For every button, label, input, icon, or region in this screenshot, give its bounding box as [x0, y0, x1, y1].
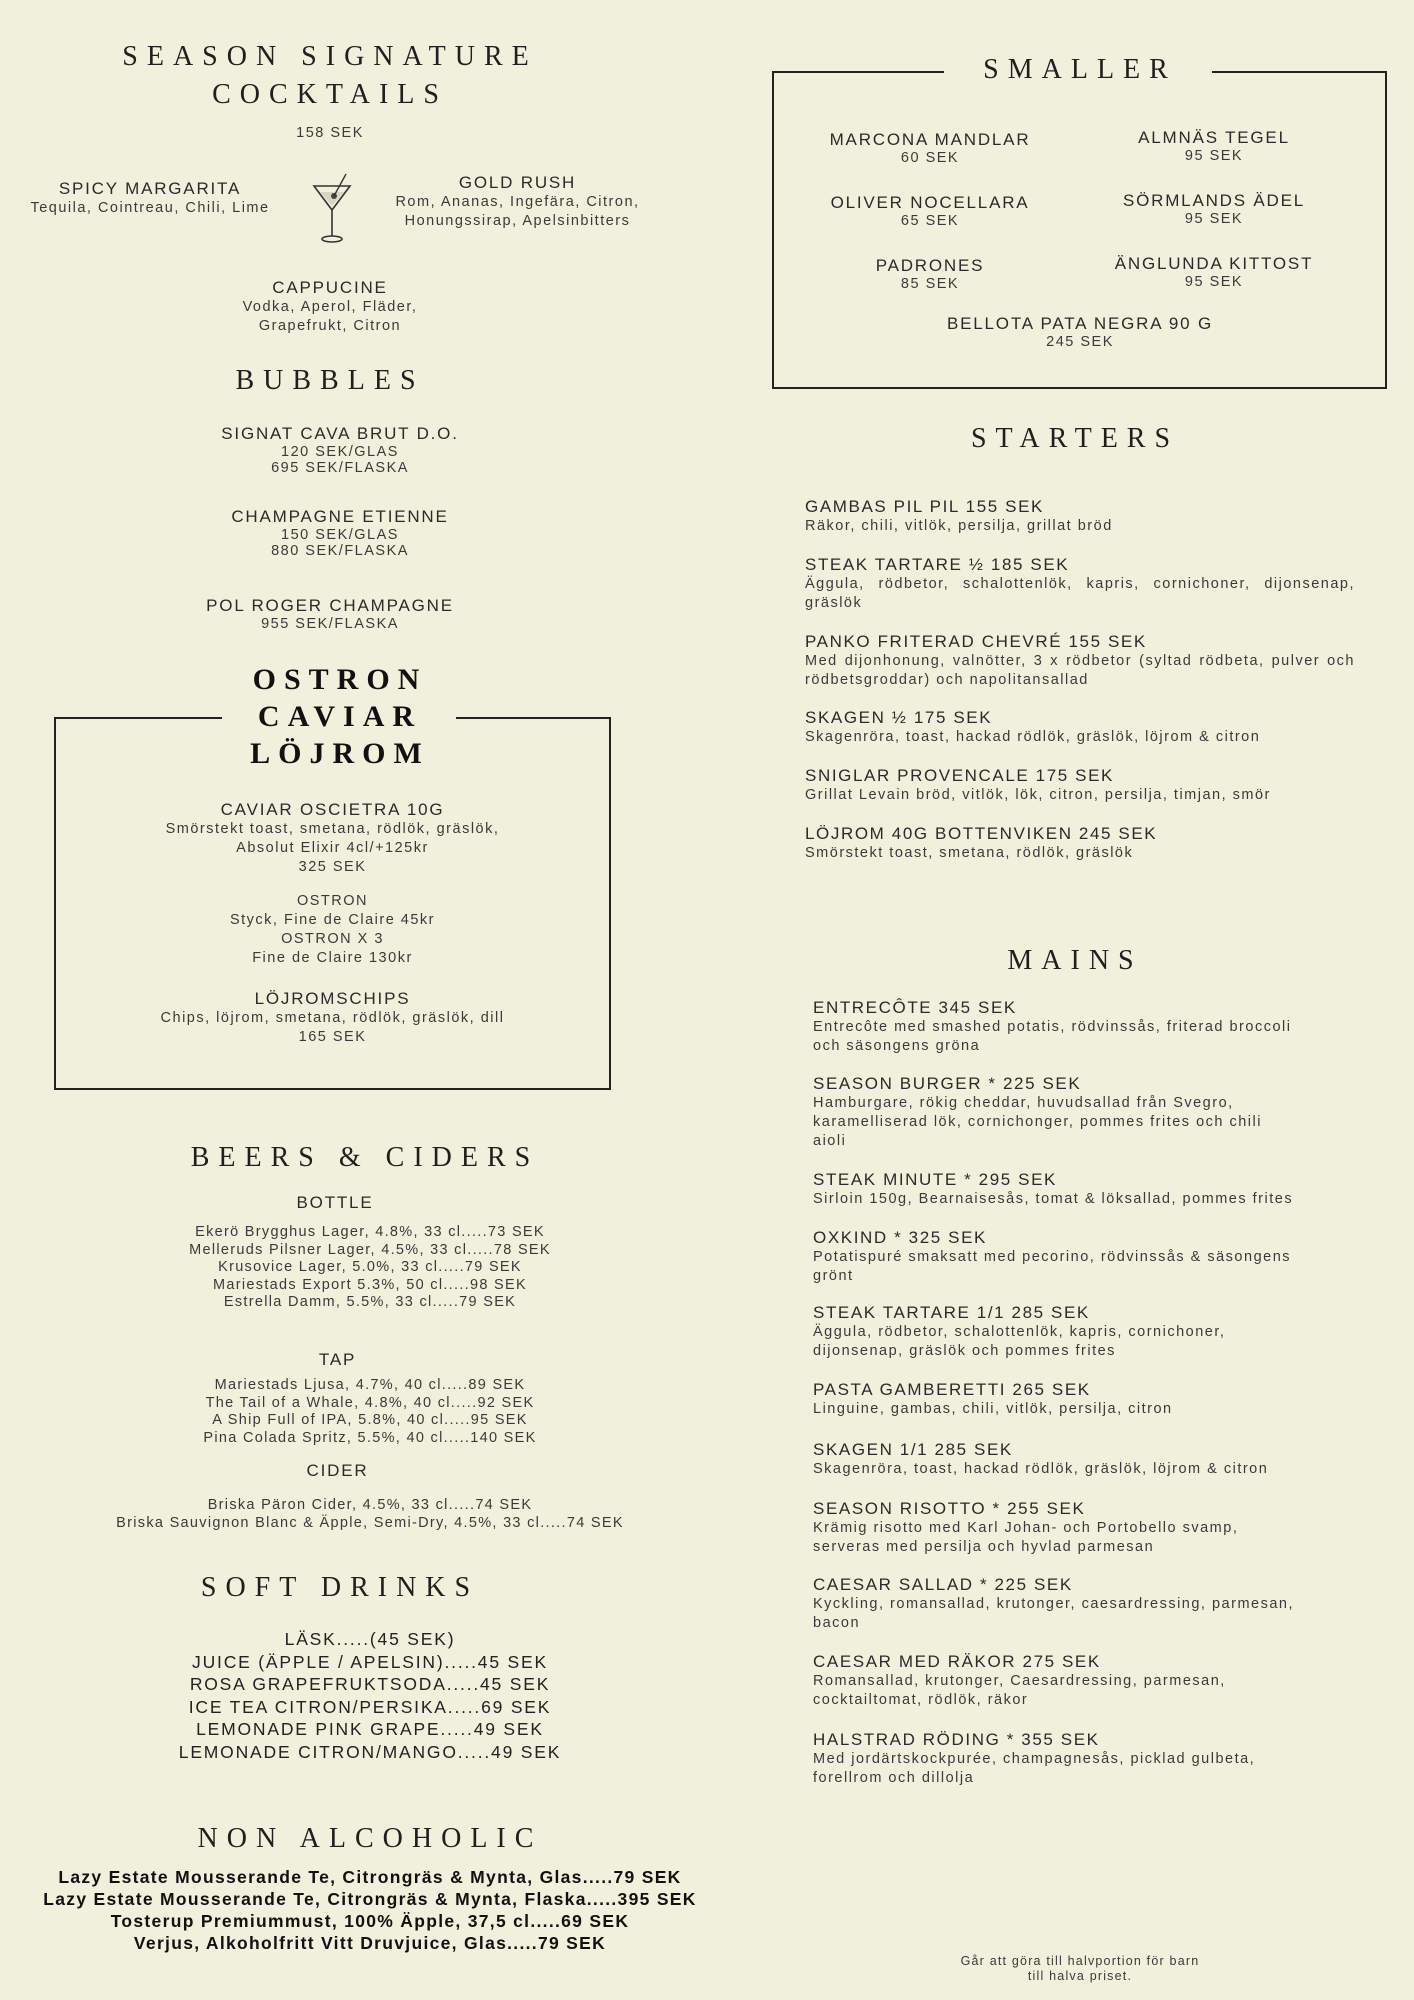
tap-list: [60, 1377, 680, 1447]
smaller-item: [790, 256, 1070, 292]
ostron-line: OSTRON X 3: [281, 931, 384, 947]
main-name: CAESAR MED RÄKOR 275 SEK: [813, 1652, 1101, 1671]
bubbles-price: 120 SEK/GLAS: [281, 444, 399, 460]
main-item: [813, 1170, 1361, 1209]
bottle-list: [60, 1224, 680, 1312]
oysters-title-line2: CAVIAR: [257, 700, 423, 733]
main-desc: Entrecôte med smashed potatis, rödvinssås, friterad broccoli: [813, 1019, 1292, 1035]
list-item: Pina Colada Spritz, 5.5%, 40 cl.....140 SEK: [203, 1429, 537, 1446]
list-item: ROSA GRAPEFRUKTSODA.....45 SEK: [189, 1674, 551, 1694]
bubbles-name: SIGNAT CAVA BRUT D.O.: [221, 424, 459, 443]
list-item: LÄSK.....(45 SEK): [284, 1629, 456, 1649]
main-item: [813, 998, 1361, 1056]
main-name: ENTRECÔTE 345 SEK: [813, 998, 1017, 1017]
cider-heading: CIDER: [306, 1461, 369, 1480]
main-item: [813, 1380, 1361, 1419]
main-item: [813, 1303, 1361, 1361]
oysters-title-line3: LÖJROM: [250, 737, 430, 770]
smaller-price: 60 SEK: [900, 150, 960, 166]
smaller-title: SMALLER: [983, 54, 1177, 85]
starter-item: [805, 708, 1355, 747]
starter-desc: Med dijonhonung, valnötter, 3 x rödbetor (syltad rödbeta, pulver och rödbetsgroddar) och napolitansallad: [805, 653, 1355, 688]
cocktails-price: 158 SEK: [296, 125, 364, 141]
main-desc: Potatispuré smaksatt med pecorino, rödvinssås & säsongens: [813, 1249, 1292, 1265]
cocktail-desc: Honungssirap, Apelsinbitters: [404, 213, 631, 229]
list-item: Briska Sauvignon Blanc & Äpple, Semi-Dry, 4.5%, 33 cl.....74 SEK: [116, 1514, 624, 1531]
main-desc: Äggula, rödbetor, schalottenlök, kapris, cornichoner,: [813, 1324, 1226, 1340]
cocktails-title: [60, 38, 600, 114]
cocktail-name: SPICY MARGARITA: [58, 179, 242, 198]
starter-item: [805, 497, 1355, 536]
main-desc: karamelliserad lök, cornichonger, pommes frites och chili: [813, 1114, 1262, 1130]
chips-desc: Chips, löjrom, smetana, rödlök, gräslök, dill: [160, 1010, 505, 1026]
caviar-desc: Absolut Elixir 4cl/+125kr: [236, 840, 429, 856]
cocktail-desc: Tequila, Cointreau, Chili, Lime: [30, 200, 270, 216]
starter-desc: Smörstekt toast, smetana, rödlök, gräslök: [805, 845, 1134, 861]
mains-title: MAINS: [1007, 945, 1143, 976]
smaller-item: [790, 193, 1070, 229]
main-desc: bacon: [813, 1615, 861, 1631]
bubbles-price: 150 SEK/GLAS: [281, 527, 399, 543]
list-item: Verjus, Alkoholfritt Vitt Druvjuice, Glas.....79 SEK: [133, 1933, 607, 1953]
main-desc: och säsongens gröna: [813, 1038, 981, 1054]
smaller-item: [880, 314, 1280, 350]
main-name: SEASON BURGER * 225 SEK: [813, 1074, 1082, 1093]
smaller-price: 65 SEK: [900, 213, 960, 229]
main-desc: serveras med persilja och hyvlad parmesan: [813, 1539, 1155, 1555]
cocktail-item: [0, 179, 300, 218]
main-name: PASTA GAMBERETTI 265 SEK: [813, 1380, 1091, 1399]
chips-price: 165 SEK: [298, 1029, 367, 1045]
main-item: [813, 1499, 1361, 1557]
main-desc: aioli: [813, 1133, 847, 1149]
smaller-name: SÖRMLANDS ÄDEL: [1122, 191, 1306, 210]
list-item: Ekerö Brygghus Lager, 4.8%, 33 cl.....73 SEK: [195, 1224, 545, 1240]
main-desc: cocktailtomat, rödlök, räkor: [813, 1692, 1029, 1708]
smaller-price: 85 SEK: [900, 276, 960, 292]
smaller-name: ÄNGLUNDA KITTOST: [1114, 254, 1314, 273]
smaller-name: ALMNÄS TEGEL: [1138, 128, 1290, 147]
starter-item: [805, 632, 1355, 690]
list-item: Melleruds Pilsner Lager, 4.5%, 33 cl.....78 SEK: [189, 1241, 551, 1258]
bubbles-price: 955 SEK/FLASKA: [261, 616, 399, 632]
caviar-price: 325 SEK: [298, 859, 367, 875]
chips-item: [60, 989, 605, 1047]
cocktail-desc: Vodka, Aperol, Fläder,: [242, 299, 418, 315]
starters-title: STARTERS: [970, 423, 1180, 454]
list-item: Estrella Damm, 5.5%, 33 cl.....79 SEK: [223, 1294, 517, 1310]
list-item: LEMONADE PINK GRAPE.....49 SEK: [196, 1719, 544, 1739]
cocktail-name: GOLD RUSH: [458, 173, 577, 192]
smaller-item: [1074, 254, 1354, 290]
main-desc: Hamburgare, rökig cheddar, huvudsallad från Svegro,: [813, 1095, 1234, 1111]
starter-desc: Räkor, chili, vitlök, persilja, grillat bröd: [805, 518, 1113, 534]
starter-item: [805, 824, 1355, 863]
main-name: STEAK MINUTE * 295 SEK: [813, 1170, 1057, 1189]
list-item: The Tail of a Whale, 4.8%, 40 cl.....92 SEK: [205, 1394, 535, 1411]
main-desc: forellrom och dillolja: [813, 1770, 975, 1786]
main-item: [813, 1575, 1361, 1633]
list-item: Lazy Estate Mousserande Te, Citrongräs & Mynta, Glas.....79 SEK: [58, 1867, 682, 1887]
smaller-name: BELLOTA PATA NEGRA 90 G: [947, 314, 1213, 333]
main-name: HALSTRAD RÖDING * 355 SEK: [813, 1730, 1100, 1749]
bottle-heading: BOTTLE: [296, 1193, 374, 1212]
bubbles-name: CHAMPAGNE ETIENNE: [231, 507, 449, 526]
starter-name: GAMBAS PIL PIL 155 SEK: [805, 497, 1044, 516]
main-desc: Skagenröra, toast, hackad rödlök, gräslök, löjrom & citron: [813, 1461, 1269, 1477]
footer-note: [900, 1954, 1260, 1984]
cocktail-desc: Rom, Ananas, Ingefära, Citron,: [395, 194, 640, 210]
main-desc: Kyckling, romansallad, krutonger, caesardressing, parmesan,: [813, 1596, 1294, 1612]
main-desc: Krämig risotto med Karl Johan- och Portobello svamp,: [813, 1520, 1239, 1536]
starter-item: [805, 555, 1355, 613]
list-item: A Ship Full of IPA, 5.8%, 40 cl.....95 SEK: [212, 1412, 528, 1428]
smaller-item: [1074, 191, 1354, 227]
smaller-name: OLIVER NOCELLARA: [830, 193, 1030, 212]
starter-name: STEAK TARTARE ½ 185 SEK: [805, 555, 1070, 574]
list-item: Mariestads Export 5.3%, 50 cl.....98 SEK: [213, 1276, 527, 1293]
cider-list: [30, 1497, 710, 1532]
list-item: Tosterup Premiummust, 100% Äpple, 37,5 cl.....69 SEK: [110, 1911, 630, 1931]
main-name: OXKIND * 325 SEK: [813, 1228, 987, 1247]
smaller-price: 95 SEK: [1184, 274, 1244, 290]
list-item: Lazy Estate Mousserande Te, Citrongräs & Mynta, Flaska.....395 SEK: [43, 1889, 697, 1909]
main-desc: Linguine, gambas, chili, vitlök, persilja, citron: [813, 1401, 1173, 1417]
starter-desc: Äggula, rödbetor, schalottenlök, kapris, cornichoner, dijonsenap, gräslök: [805, 576, 1355, 611]
cocktails-title-line2: COCKTAILS: [212, 79, 448, 110]
list-item: Krusovice Lager, 5.0%, 33 cl.....79 SEK: [218, 1259, 522, 1275]
smaller-item: [1074, 128, 1354, 164]
main-name: SKAGEN 1/1 285 SEK: [813, 1440, 1013, 1459]
main-item: [813, 1730, 1361, 1788]
bubbles-item: [60, 424, 620, 476]
cocktail-item: [370, 173, 665, 231]
bubbles-title: BUBBLES: [235, 365, 425, 396]
footer-line: till halva priset.: [1027, 1969, 1133, 1983]
main-name: STEAK TARTARE 1/1 285 SEK: [813, 1303, 1090, 1322]
main-item: [813, 1440, 1361, 1479]
ostron-item: [60, 892, 605, 968]
starter-name: SKAGEN ½ 175 SEK: [805, 708, 993, 727]
caviar-desc: Smörstekt toast, smetana, rödlök, gräslök,: [165, 821, 500, 837]
caviar-item: [60, 800, 605, 877]
bubbles-price: 695 SEK/FLASKA: [271, 460, 409, 476]
cocktail-item: [170, 278, 490, 336]
starter-desc: Skagenröra, toast, hackad rödlök, gräslök, löjrom & citron: [805, 729, 1261, 745]
main-desc: Med jordärtskockpurée, champagnesås, picklad gulbeta,: [813, 1751, 1256, 1767]
main-desc: Romansallad, krutonger, Caesardressing, parmesan,: [813, 1673, 1226, 1689]
soft-title: SOFT DRINKS: [200, 1572, 480, 1603]
martini-glass-icon: [310, 172, 356, 246]
ostron-line: Fine de Claire 130kr: [252, 950, 413, 966]
main-name: SEASON RISOTTO * 255 SEK: [813, 1499, 1086, 1518]
list-item: LEMONADE CITRON/MANGO.....49 SEK: [178, 1741, 562, 1762]
bubbles-name: POL ROGER CHAMPAGNE: [206, 596, 454, 615]
starter-name: LÖJROM 40G BOTTENVIKEN 245 SEK: [805, 824, 1158, 843]
bubbles-price: 880 SEK/FLASKA: [271, 543, 409, 559]
caviar-name: CAVIAR OSCIETRA 10G: [220, 800, 445, 819]
main-item: [813, 1228, 1361, 1286]
cocktails-title-line1: SEASON SIGNATURE: [122, 41, 538, 72]
cocktail-name: CAPPUCINE: [272, 278, 388, 297]
starter-item: [805, 766, 1355, 805]
tap-heading: TAP: [318, 1350, 357, 1369]
main-desc: Sirloin 150g, Bearnaisesås, tomat & löksallad, pommes frites: [813, 1191, 1294, 1207]
cocktail-desc: Grapefrukt, Citron: [258, 318, 402, 334]
main-name: CAESAR SALLAD * 225 SEK: [813, 1575, 1073, 1594]
list-item: Briska Päron Cider, 4.5%, 33 cl.....74 SEK: [207, 1497, 533, 1513]
beers-title: BEERS & CIDERS: [190, 1142, 540, 1173]
starter-name: PANKO FRITERAD CHEVRÉ 155 SEK: [805, 632, 1147, 651]
starter-desc: Grillat Levain bröd, vitlök, lök, citron, persilja, timjan, smör: [805, 787, 1271, 803]
bubbles-item: [50, 596, 610, 632]
smaller-item: [790, 130, 1070, 166]
soft-list: [60, 1628, 680, 1763]
smaller-name: MARCONA MANDLAR: [829, 130, 1031, 149]
main-desc: grönt: [813, 1268, 854, 1284]
ostron-name: OSTRON: [296, 893, 369, 909]
smaller-price: 245 SEK: [1046, 334, 1114, 350]
main-desc: dijonsenap, gräslök och pommes frites: [813, 1343, 1116, 1359]
list-item: Mariestads Ljusa, 4.7%, 40 cl.....89 SEK: [214, 1377, 526, 1393]
list-item: ICE TEA CITRON/PERSIKA.....69 SEK: [188, 1696, 552, 1717]
smaller-price: 95 SEK: [1184, 148, 1244, 164]
chips-name: LÖJROMSCHIPS: [254, 989, 411, 1008]
bubbles-item: [60, 507, 620, 559]
starter-name: SNIGLAR PROVENCALE 175 SEK: [805, 766, 1114, 785]
list-item: JUICE (ÄPPLE / APELSIN).....45 SEK: [192, 1651, 548, 1672]
main-item: [813, 1074, 1361, 1151]
ostron-line: Styck, Fine de Claire 45kr: [229, 912, 435, 928]
footer-line: Går att göra till halvportion för barn: [960, 1954, 1200, 1968]
smaller-name: PADRONES: [875, 256, 985, 275]
nonalc-list: [10, 1866, 730, 1954]
oysters-title-line1: OSTRON: [252, 663, 428, 696]
nonalc-title: NON ALCOHOLIC: [197, 1823, 543, 1854]
smaller-price: 95 SEK: [1184, 211, 1244, 227]
main-item: [813, 1652, 1361, 1710]
oysters-title: [150, 661, 530, 772]
